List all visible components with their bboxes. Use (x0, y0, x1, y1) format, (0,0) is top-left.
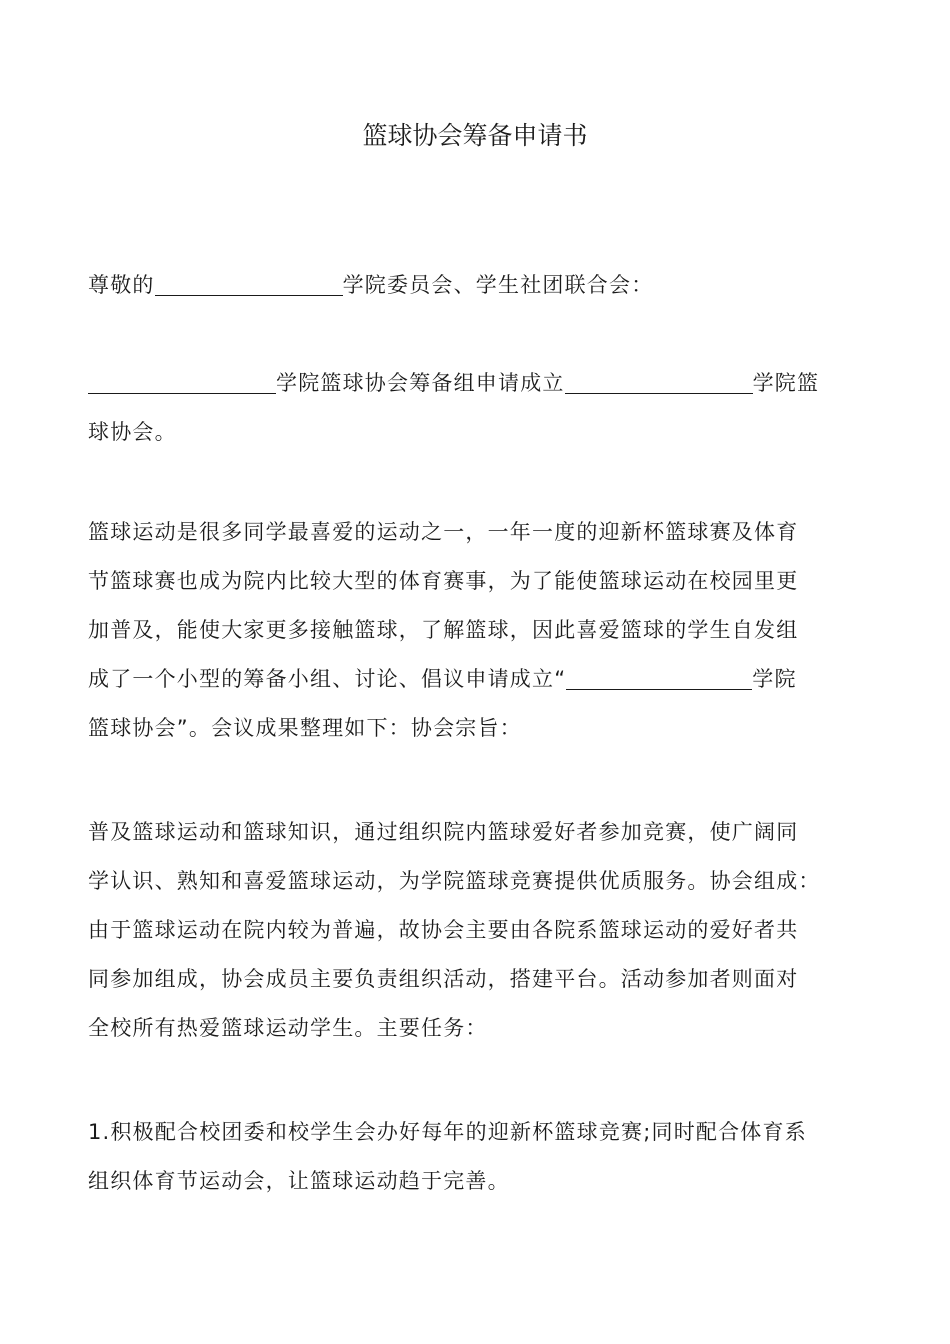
blank-college-name (88, 369, 276, 394)
purpose-line-2: 学认识、熟知和喜爱篮球运动，为学院篮球竞赛提供优质服务。协会组成： (88, 869, 821, 893)
background-line-4-suffix: 学院 (752, 667, 797, 691)
blank-college-name (566, 665, 752, 690)
background-line-4-prefix: 成了一个小型的筹备小组、讨论、倡议申请成立“ (88, 667, 567, 691)
purpose-line-3: 由于篮球运动在院内较为普遍，故协会主要由各院系篮球运动的爱好者共 (88, 918, 799, 942)
background-line-1: 篮球运动是很多同学最喜爱的运动之一，一年一度的迎新杯篮球赛及体育 (88, 520, 799, 544)
task1-paragraph (88, 1108, 868, 1206)
background-line-4 (88, 655, 868, 704)
blank-college-name (155, 271, 343, 296)
task1-line-2: 组织体育节运动会，让篮球运动趋于完善。 (88, 1169, 510, 1193)
background-line-3: 加普及，能使大家更多接触篮球，了解篮球，因此喜爱篮球的学生自发组 (88, 618, 799, 642)
greeting-line (88, 261, 868, 310)
background-line-5: 篮球协会”。会议成果整理如下：协会宗旨： (88, 716, 522, 740)
background-line-2: 节篮球赛也成为院内比较大型的体育赛事，为了能使篮球运动在校园里更 (88, 569, 799, 593)
purpose-line-5: 全校所有热爱篮球运动学生。主要任务： (88, 1016, 488, 1040)
application-line-1 (88, 359, 868, 408)
greeting-prefix: 尊敬的 (88, 273, 155, 297)
application-part1: 学院篮球协会筹备组申请成立 (276, 371, 565, 395)
greeting-suffix: 学院委员会、学生社团联合会： (342, 273, 654, 297)
document-title: 篮球协会筹备申请书 (362, 121, 588, 150)
greeting-paragraph (88, 261, 868, 310)
blank-college-name (565, 369, 753, 394)
application-part2: 学院篮 (752, 371, 820, 395)
purpose-line-1: 普及篮球运动和篮球知识，通过组织院内篮球爱好者参加竞赛，使广阔同 (88, 820, 799, 844)
task1-line-1: 1.积极配合校团委和校学生会办好每年的迎新杯篮球竞赛;同时配合体育系 (88, 1120, 807, 1144)
application-paragraph (88, 359, 868, 457)
purpose-paragraph (88, 808, 868, 1053)
purpose-line-4: 同参加组成，协会成员主要负责组织活动，搭建平台。活动参加者则面对 (88, 967, 799, 991)
application-line-2: 球协会。 (88, 420, 177, 444)
background-paragraph (88, 508, 868, 753)
